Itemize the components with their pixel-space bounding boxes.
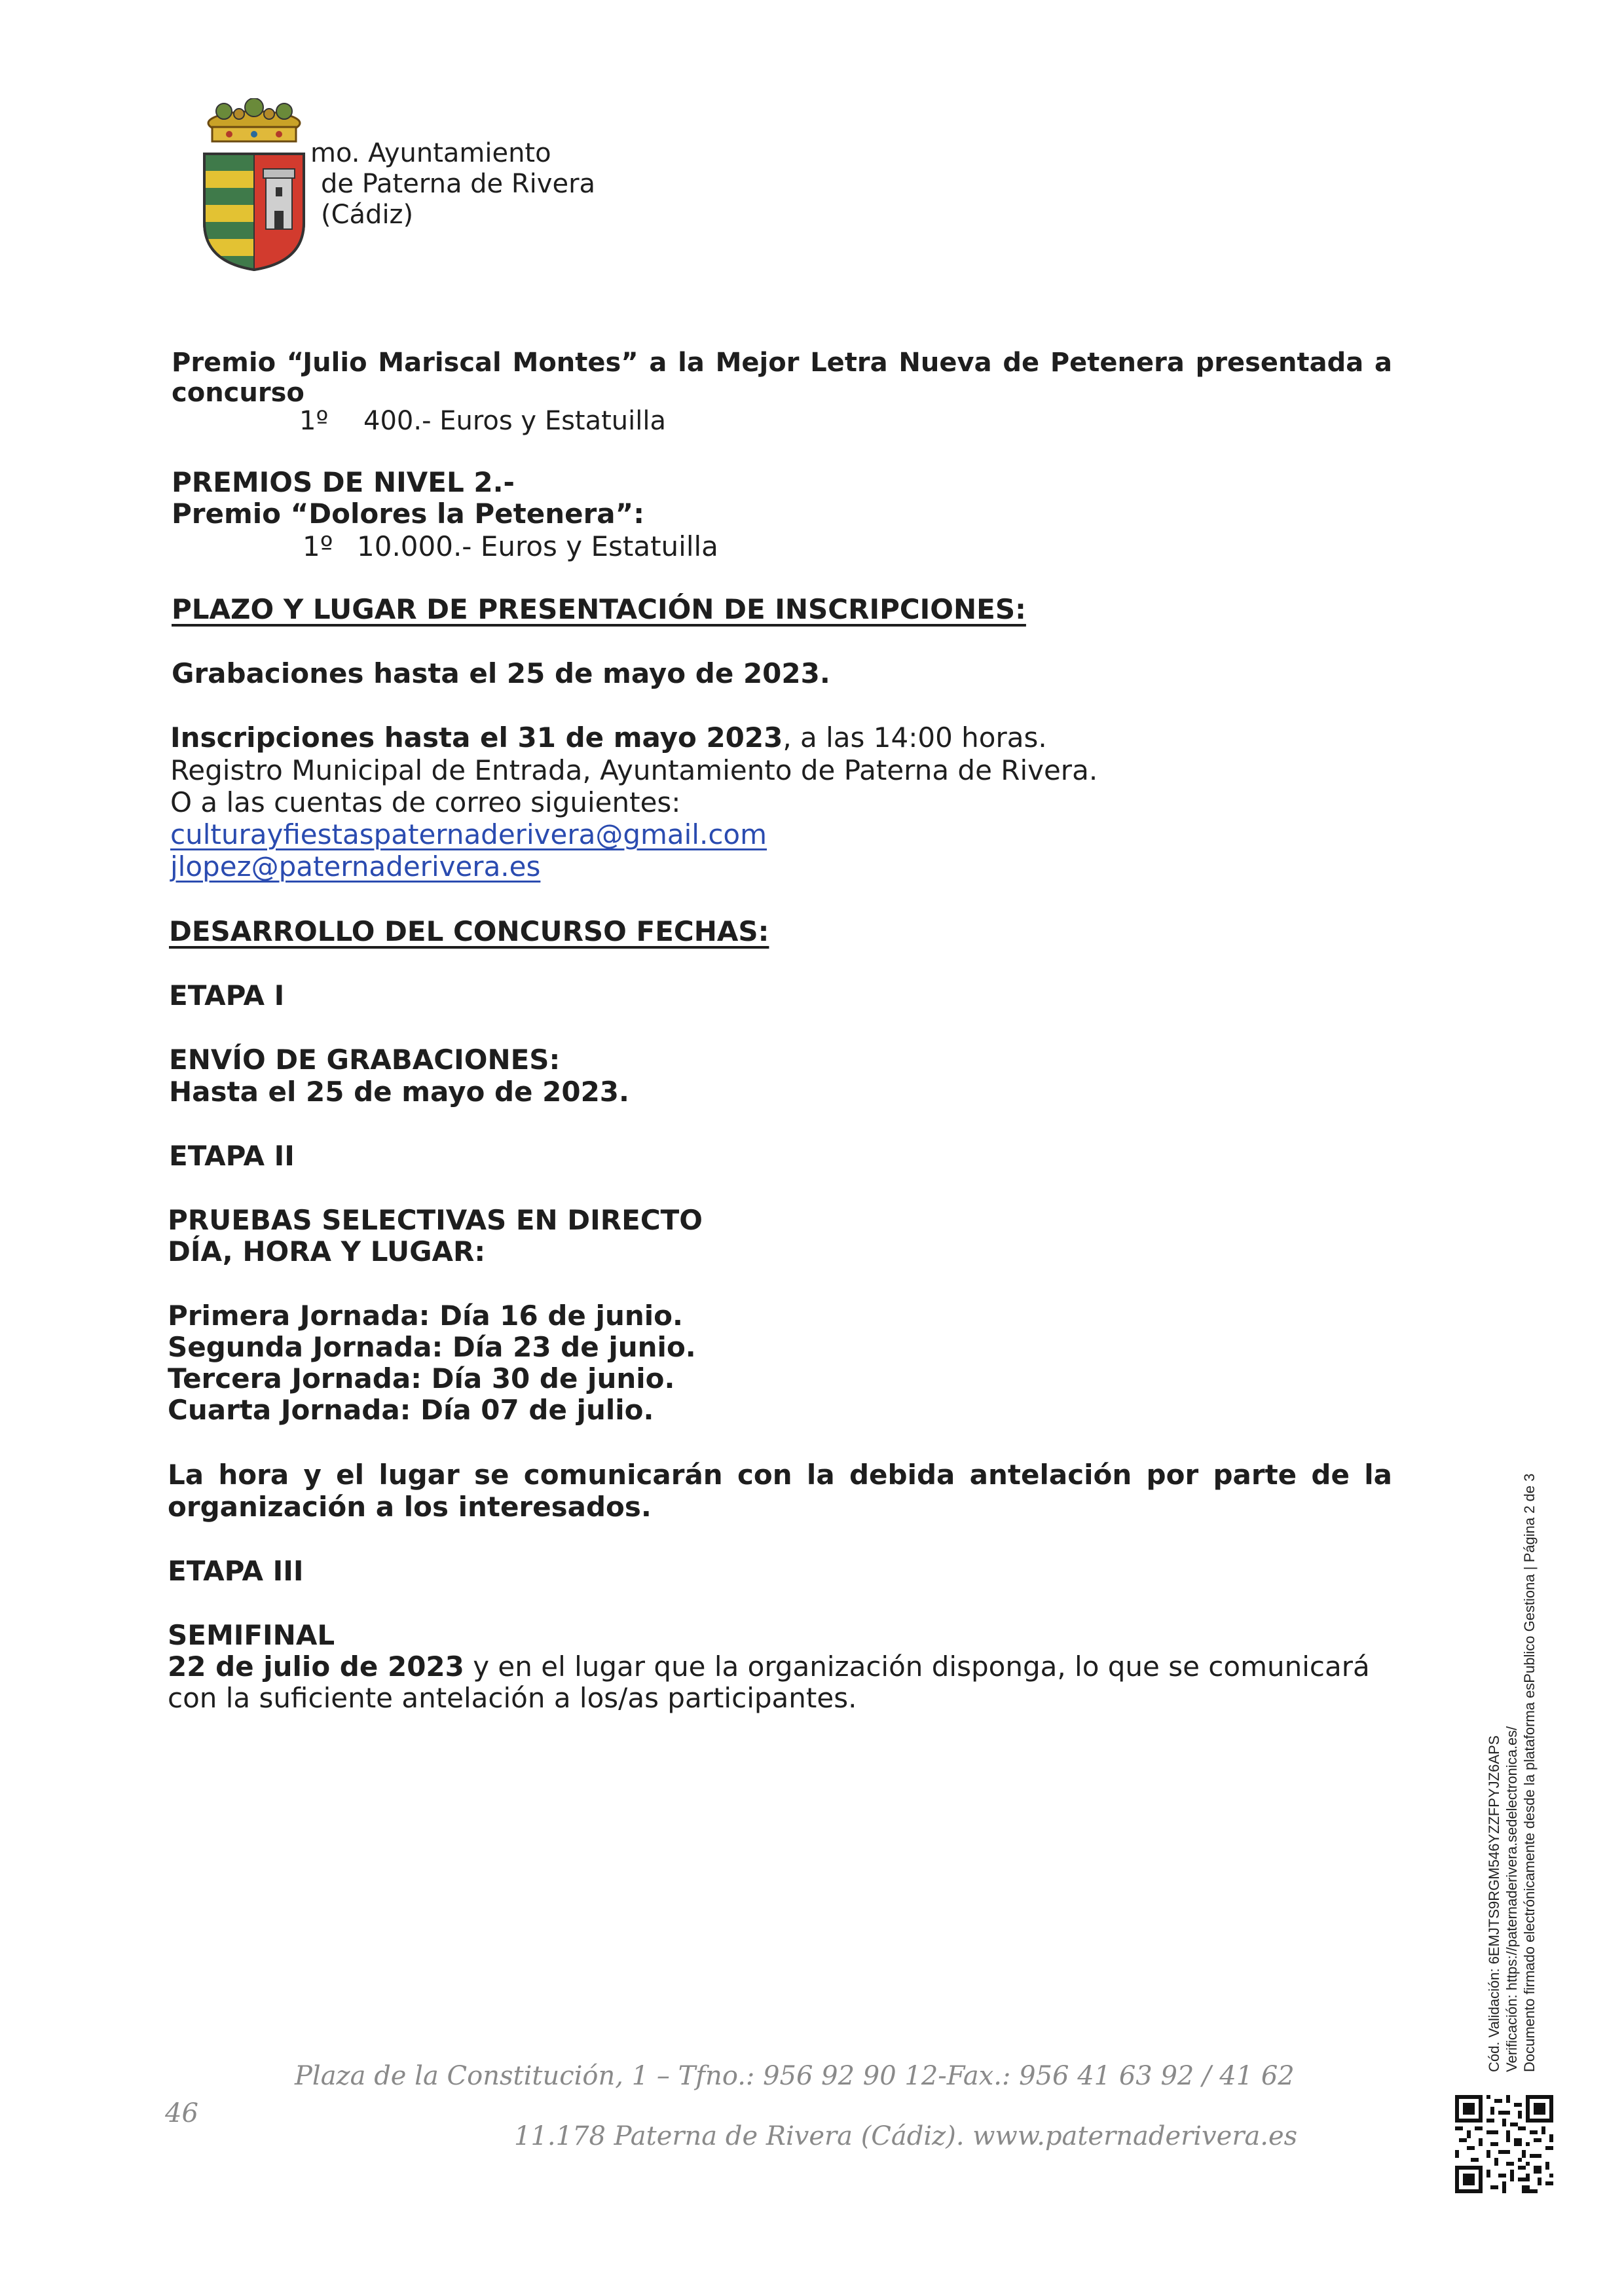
municipal-coat-of-arms [196,98,314,275]
semifinal-heading: SEMIFINAL [168,1619,335,1651]
inscripciones-rest: , a las 14:00 horas. [783,721,1047,754]
header-line-3: (Cádiz) [321,200,414,230]
premio-julio-prize: 400.- Euros y Estatuilla [363,406,667,436]
semifinal-date: 22 de julio de 2023 [168,1650,464,1683]
footer-address: Plaza de la Constitución, 1 – Tfno.: 956 92 90 12-Fax.: 956 41 63 92 / 41 62 [295,2061,1295,2091]
verification-url: Verificación: https://paternaderivera.sedelectronica.es/ [1504,1726,1520,2072]
premio-julio-rank: 1º [299,406,329,436]
semifinal-line-2: con la suficiente antelación a los/as participantes. [168,1682,857,1714]
page-number: 46 [165,2098,198,2128]
nivel2-heading: PREMIOS DE NIVEL 2.- [172,466,515,498]
etapa-2-label: ETAPA II [169,1140,295,1172]
registro-text: Registro Municipal de Entrada, Ayuntamiento de Paterna de Rivera. [170,754,1098,786]
jornada-4: Cuarta Jornada: Día 07 de julio. [168,1394,654,1426]
envio-date: Hasta el 25 de mayo de 2023. [169,1076,629,1108]
nivel2-rank: 1º [303,530,333,562]
nivel2-prize: 10.000.- Euros y Estatuilla [357,530,718,562]
jornada-3: Tercera Jornada: Día 30 de junio. [168,1362,675,1394]
hora-line-1: La hora y el lugar se comunicarán con la debida antelación por parte de la [168,1459,1392,1491]
envio-heading: ENVÍO DE GRABACIONES: [169,1044,561,1076]
desarrollo-heading: DESARROLLO DEL CONCURSO FECHAS: [169,915,769,947]
plazo-heading: PLAZO Y LUGAR DE PRESENTACIÓN DE INSCRIPCIONES: [172,593,1026,625]
shield-icon [204,154,304,273]
etapa-1-label: ETAPA I [169,979,285,1011]
hora-line-2: organización a los interesados. [168,1491,652,1523]
email-link-jlopez[interactable]: jlopez@paternaderivera.es [170,850,541,883]
crown-icon [208,98,300,141]
grabaciones-deadline: Grabaciones hasta el 25 de mayo de 2023. [172,657,830,689]
verification-code: Cód. Validación: 6EMJTS9RGM546YZZFPYJZ6APS [1486,1735,1502,2072]
header-line-1: mo. Ayuntamiento [310,138,551,168]
header-line-2: de Paterna de Rivera [321,169,596,199]
nivel2-subheading: Premio “Dolores la Petenera”: [172,498,645,530]
premio-julio-title-line-2: concurso [172,378,304,408]
jornada-1: Primera Jornada: Día 16 de junio. [168,1300,683,1332]
pruebas-line-1: PRUEBAS SELECTIVAS EN DIRECTO [168,1204,703,1236]
email-link-cultura[interactable]: culturayfiestaspaternaderivera@gmail.com [170,818,767,850]
etapa-3-label: ETAPA III [168,1555,304,1587]
correo-intro: O a las cuentas de correo siguientes: [170,786,681,818]
premio-julio-title-line-1: Premio “Julio Mariscal Montes” a la Mejor Letra Nueva de Petenera presentada a [172,348,1392,378]
jornada-2: Segunda Jornada: Día 23 de junio. [168,1331,696,1363]
inscripciones-deadline [170,721,1047,754]
qr-code-icon[interactable] [1455,2095,1553,2193]
verification-signature: Documento firmado electrónicamente desde la plataforma esPublico Gestiona | Página 2 de 3 [1521,1473,1538,2072]
inscripciones-bold: Inscripciones hasta el 31 de mayo 2023 [170,721,783,754]
semifinal-line-1-rest: y en el lugar que la organización disponga, lo que se comunicará [464,1650,1370,1683]
pruebas-line-2: DÍA, HORA Y LUGAR: [168,1235,486,1267]
semifinal-line-1 [168,1650,1370,1683]
verification-text [1485,1474,1538,2072]
tower-icon [263,169,295,229]
footer-city-web: 11.178 Paterna de Rivera (Cádiz). www.paternaderivera.es [514,2121,1298,2151]
